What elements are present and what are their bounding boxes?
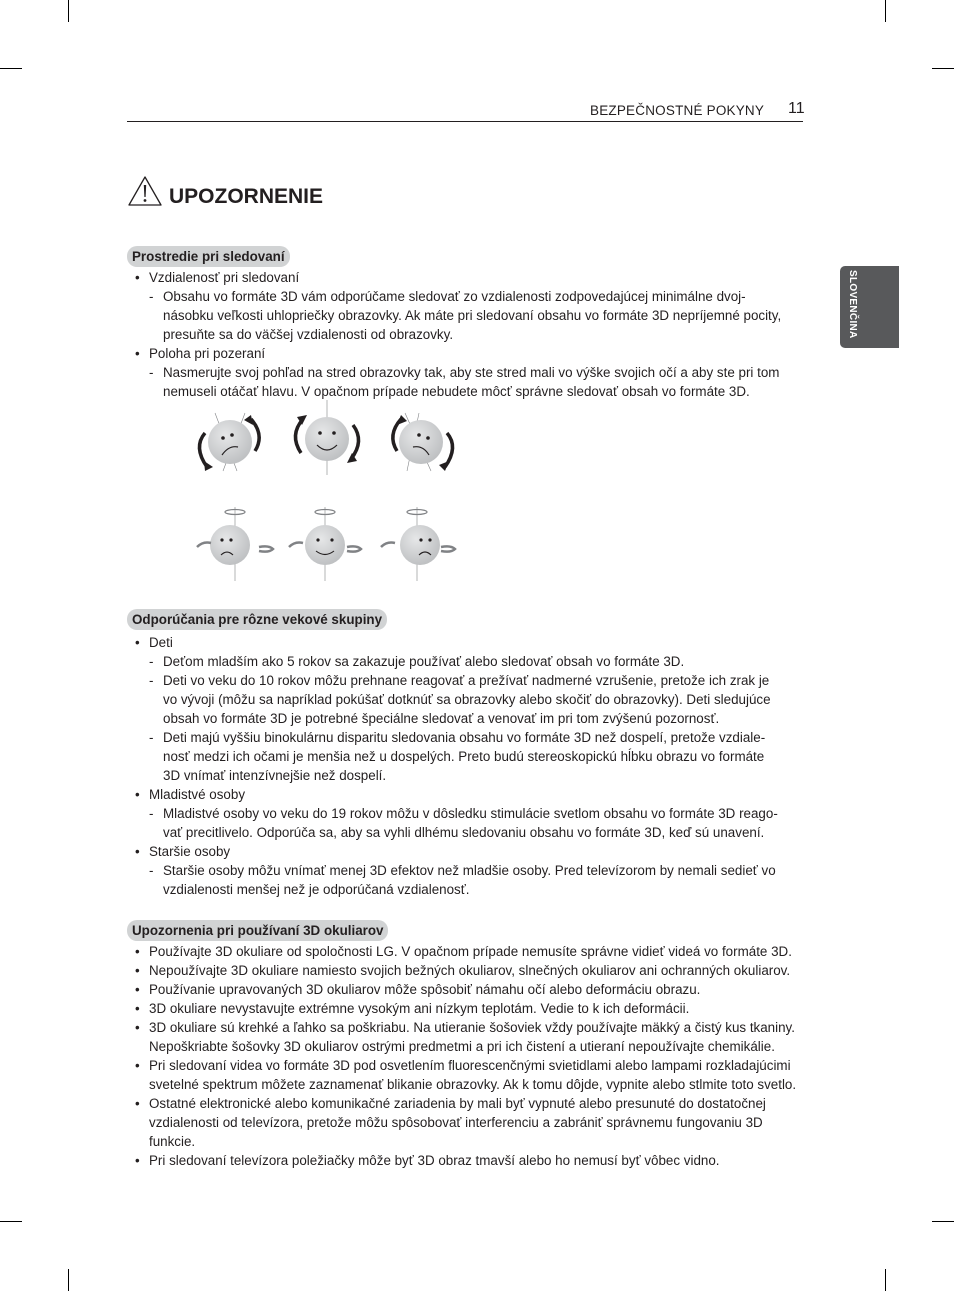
face-turn-icon [197, 507, 273, 581]
list-item: • Nepoužívajte 3D okuliare namiesto svojich bežných okuliarov, slnečných okuliarov ani ochranných okuliarov. [127, 961, 817, 980]
warning-triangle-icon [127, 175, 163, 207]
list-item: • Vzdialenosť pri sledovaní [127, 268, 817, 287]
list-item: • 3D okuliare sú krehké a ľahko sa poškriabu. Na utieranie šošoviek vždy používajte mäkký a čistý kus tkaniny. Nepoškriabte šošovky 3D okuliarov ostrými predmetmi a pri ich čistení a utieraní nepoužívajte chemikálie. [127, 1018, 817, 1056]
crop-mark [932, 1221, 954, 1222]
list-subitem: - Obsahu vo formáte 3D vám odporúčame sledovať zo vzdialenosti zodpovedajúcej minimálne dvoj-násobku veľkosti uhlopriečky obrazovky. Ak máte pri sledovaní obsahu vo formáte 3D nepríjemné pocity, presuňte sa do väčšej vzdialenosti od obrazovky. [127, 287, 783, 344]
list-item: • Staršie osoby [127, 842, 817, 861]
crop-mark [68, 1269, 69, 1291]
crop-mark [68, 0, 69, 22]
crop-mark [0, 1221, 22, 1222]
list-item: • Používanie upravovaných 3D okuliarov môže spôsobiť námahu očí alebo deformáciu obrazu. [127, 980, 817, 999]
list-item: • Pri sledovaní televízora poležiačky môže byť 3D obraz tmavší alebo ho nemusí byť vôbec vidno. [127, 1151, 817, 1170]
viewing-list [127, 268, 817, 401]
list-item: • Pri sledovaní videa vo formáte 3D pod osvetlením fluorescenčnými svietidlami alebo lampami rozkladajúcimi svetelné spektrum môžete zaznamenať blikanie obrazovky. Ak k tomu dôjde, vypnite alebo stlmite toto svetlo. [127, 1056, 817, 1094]
list-subitem: - Mladistvé osoby vo veku do 19 rokov môžu v dôsledku stimulácie svetlom obsahu vo formáte 3D reago-vať precitlivelo. Odporúča sa, aby sa vyhli dlhému sledovaniu obsahu vo formáte 3D, keď sú unavení. [127, 804, 793, 842]
list-subitem: - Nasmerujte svoj pohľad na stred obrazovky tak, aby ste stred mali vo výške svojich očí a aby ste pri tom nemuseli otáčať hlavu. V opačnom prípade nebudete môcť správne sledovať obsah vo formáte 3D. [127, 363, 803, 401]
list-item: • Deti [127, 633, 817, 652]
glasses-list [127, 942, 817, 1170]
list-item: • 3D okuliare nevystavujte extrémne vysokým ani nízkym teplotám. Vedie to k ich deformácii. [127, 999, 817, 1018]
crop-mark [932, 68, 954, 69]
head-position-figure [185, 395, 475, 585]
face-tilt-icon [393, 413, 453, 471]
crop-mark [0, 68, 22, 69]
face-tilt-icon [199, 413, 259, 471]
list-item: • Používajte 3D okuliare od spoločnosti LG. V opačnom prípade nemusíte správne vidieť videá vo formáte 3D. [127, 942, 817, 961]
age-list [127, 633, 817, 899]
list-subitem: - Staršie osoby môžu vnímať menej 3D efektov než mladšie osoby. Pred televízorom by nemali sedieť vo vzdialenosti menšej než je odporúčaná vzdialenosť. [127, 861, 803, 899]
page-title: UPOZORNENIE [169, 185, 324, 208]
language-tab [840, 266, 899, 348]
list-item: • Mladistvé osoby [127, 785, 817, 804]
list-subitem: - Deti vo veku do 10 rokov môžu prehnane reagovať a prežívať nadmerné vzrušenie, pretože ich zrak je vo vývoji (môžu sa napríklad pokúšať dotknúť sa obrazovky alebo skočiť do obrazovky). Deti sledujúce obsah vo formáte 3D je potrebné špeciálne sledovať a venovať im pri tom zvýšenú pozornosť. [127, 671, 783, 728]
page-number: 11 [788, 100, 805, 117]
section-heading-viewing: Prostredie pri sledovaní [127, 246, 290, 267]
section-heading-age: Odporúčania pre rôzne vekové skupiny [127, 609, 387, 630]
header-rule [127, 121, 803, 122]
crop-mark [885, 0, 886, 22]
crop-mark [885, 1269, 886, 1291]
face-turn-icon [381, 507, 455, 581]
list-subitem: - Deťom mladším ako 5 rokov sa zakazuje používať alebo sledovať obsah vo formáte 3D. [127, 652, 817, 671]
running-header: BEZPEČNOSTNÉ POKYNY [590, 103, 765, 118]
list-subitem: - Deti majú vyššiu binokulárnu disparitu sledovania obsahu vo formáte 3D než dospelí, pretože vzdiale-nosť medzi ich očami je menšia než u dospelých. Preto budú stereoskopickú hĺbku obrazu vo formáte 3D vnímať intenzívnejšie než dospelí. [127, 728, 783, 785]
face-front-icon [289, 507, 361, 581]
list-item: • Poloha pri pozeraní [127, 344, 817, 363]
section-heading-glasses: Upozornenia pri používaní 3D okuliarov [127, 920, 388, 941]
list-item: • Ostatné elektronické alebo komunikačné zariadenia by mali byť vypnuté alebo presunuté do dostatočnej vzdialenosti od televízora, pretože môžu spôsobovať interferenciu a zabrániť správnemu fungovaniu 3D funkcie. [127, 1094, 799, 1151]
face-front-icon [295, 400, 358, 475]
language-tab-label: SLOVENČINA [847, 270, 858, 339]
